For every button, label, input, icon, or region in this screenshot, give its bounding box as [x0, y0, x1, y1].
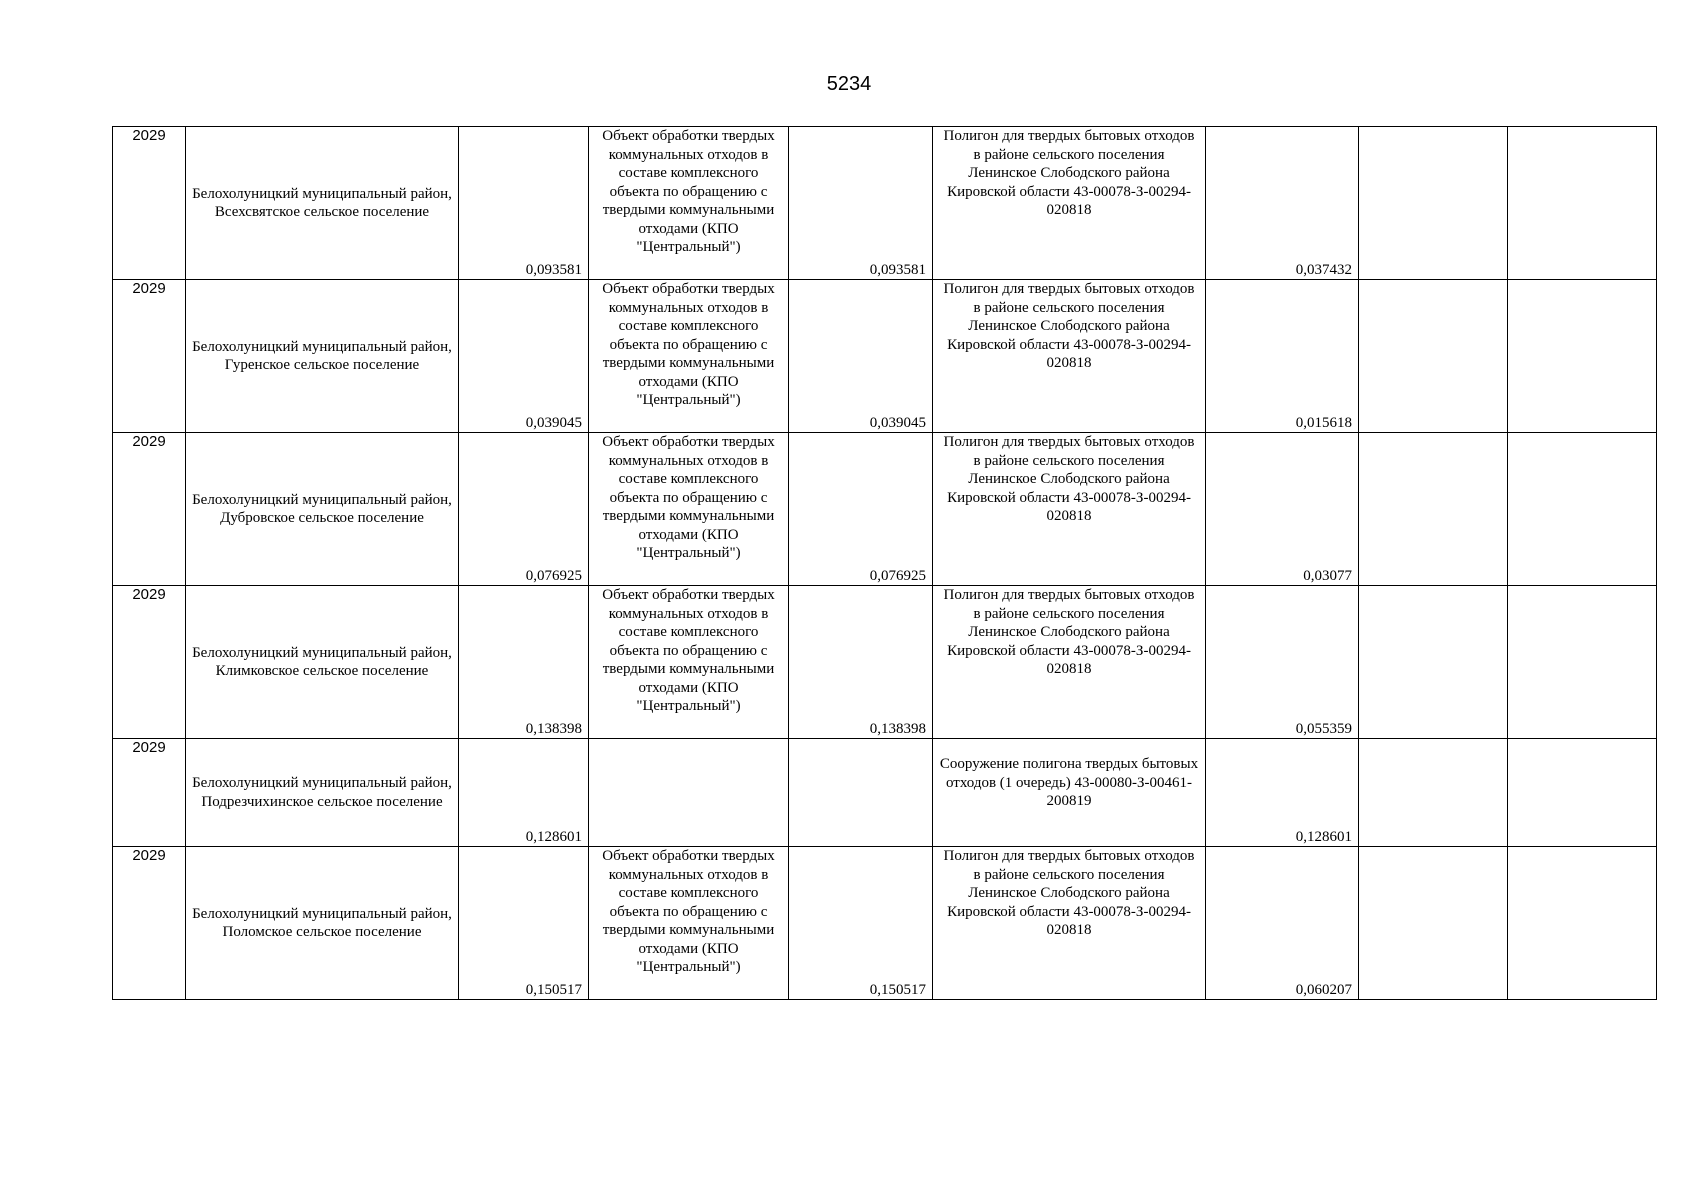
disposal-facility-cell: Сооружение полигона твердых бытовых отходов (1 очередь) 43-00080-З-00461-200819 [933, 739, 1206, 847]
processing-facility-cell [589, 739, 789, 847]
year-cell: 2029 [113, 127, 186, 280]
empty-cell [1508, 847, 1657, 1000]
empty-cell [1508, 433, 1657, 586]
year-cell: 2029 [113, 433, 186, 586]
year-cell: 2029 [113, 280, 186, 433]
empty-cell [1359, 280, 1508, 433]
disposal-facility-cell: Полигон для твердых бытовых отходов в районе сельского поселения Ленинское Слободского района Кировской области 43-00078-З-00294-020818 [933, 127, 1206, 280]
volume-cell: 0,150517 [459, 847, 589, 1000]
table-row [113, 127, 1657, 280]
disposal-volume-cell: 0,055359 [1206, 586, 1359, 739]
empty-cell [1508, 739, 1657, 847]
table-row [113, 847, 1657, 1000]
processing-volume-cell [789, 739, 933, 847]
disposal-facility-cell: Полигон для твердых бытовых отходов в районе сельского поселения Ленинское Слободского района Кировской области 43-00078-З-00294-020818 [933, 586, 1206, 739]
volume-cell: 0,128601 [459, 739, 589, 847]
empty-cell [1508, 586, 1657, 739]
processing-facility-cell: Объект обработки твердых коммунальных отходов в составе комплексного объекта по обращению с твердыми коммунальными отходами (КПО "Центральный") [589, 433, 789, 586]
volume-cell: 0,076925 [459, 433, 589, 586]
processing-facility-cell: Объект обработки твердых коммунальных отходов в составе комплексного объекта по обращению с твердыми коммунальными отходами (КПО "Центральный") [589, 847, 789, 1000]
processing-volume-cell: 0,150517 [789, 847, 933, 1000]
disposal-volume-cell: 0,03077 [1206, 433, 1359, 586]
year-cell: 2029 [113, 847, 186, 1000]
district-cell: Белохолуницкий муниципальный район, Всехсвятское сельское поселение [186, 127, 459, 280]
disposal-facility-cell: Полигон для твердых бытовых отходов в районе сельского поселения Ленинское Слободского района Кировской области 43-00078-З-00294-020818 [933, 280, 1206, 433]
year-cell: 2029 [113, 586, 186, 739]
district-cell: Белохолуницкий муниципальный район, Поломское сельское поселение [186, 847, 459, 1000]
district-cell: Белохолуницкий муниципальный район, Гуренское сельское поселение [186, 280, 459, 433]
table-row [113, 739, 1657, 847]
disposal-volume-cell: 0,060207 [1206, 847, 1359, 1000]
empty-cell [1508, 127, 1657, 280]
year-cell: 2029 [113, 739, 186, 847]
waste-flow-table [112, 126, 1657, 1000]
empty-cell [1359, 739, 1508, 847]
district-cell: Белохолуницкий муниципальный район, Климковское сельское поселение [186, 586, 459, 739]
disposal-volume-cell: 0,037432 [1206, 127, 1359, 280]
processing-volume-cell: 0,138398 [789, 586, 933, 739]
processing-facility-cell: Объект обработки твердых коммунальных отходов в составе комплексного объекта по обращению с твердыми коммунальными отходами (КПО "Центральный") [589, 586, 789, 739]
empty-cell [1359, 586, 1508, 739]
district-cell: Белохолуницкий муниципальный район, Подрезчихинское сельское поселение [186, 739, 459, 847]
processing-facility-cell: Объект обработки твердых коммунальных отходов в составе комплексного объекта по обращению с твердыми коммунальными отходами (КПО "Центральный") [589, 280, 789, 433]
table-row [113, 586, 1657, 739]
empty-cell [1359, 127, 1508, 280]
volume-cell: 0,138398 [459, 586, 589, 739]
disposal-facility-cell: Полигон для твердых бытовых отходов в районе сельского поселения Ленинское Слободского района Кировской области 43-00078-З-00294-020818 [933, 433, 1206, 586]
page-number: 5234 [826, 73, 872, 95]
empty-cell [1508, 280, 1657, 433]
disposal-volume-cell: 0,015618 [1206, 280, 1359, 433]
disposal-volume-cell: 0,128601 [1206, 739, 1359, 847]
empty-cell [1359, 433, 1508, 586]
volume-cell: 0,039045 [459, 280, 589, 433]
table-row [113, 280, 1657, 433]
processing-volume-cell: 0,076925 [789, 433, 933, 586]
district-cell: Белохолуницкий муниципальный район, Дубровское сельское поселение [186, 433, 459, 586]
processing-facility-cell: Объект обработки твердых коммунальных отходов в составе комплексного объекта по обращению с твердыми коммунальными отходами (КПО "Центральный") [589, 127, 789, 280]
table-row [113, 433, 1657, 586]
volume-cell: 0,093581 [459, 127, 589, 280]
empty-cell [1359, 847, 1508, 1000]
processing-volume-cell: 0,039045 [789, 280, 933, 433]
disposal-facility-cell: Полигон для твердых бытовых отходов в районе сельского поселения Ленинское Слободского района Кировской области 43-00078-З-00294-020818 [933, 847, 1206, 1000]
processing-volume-cell: 0,093581 [789, 127, 933, 280]
